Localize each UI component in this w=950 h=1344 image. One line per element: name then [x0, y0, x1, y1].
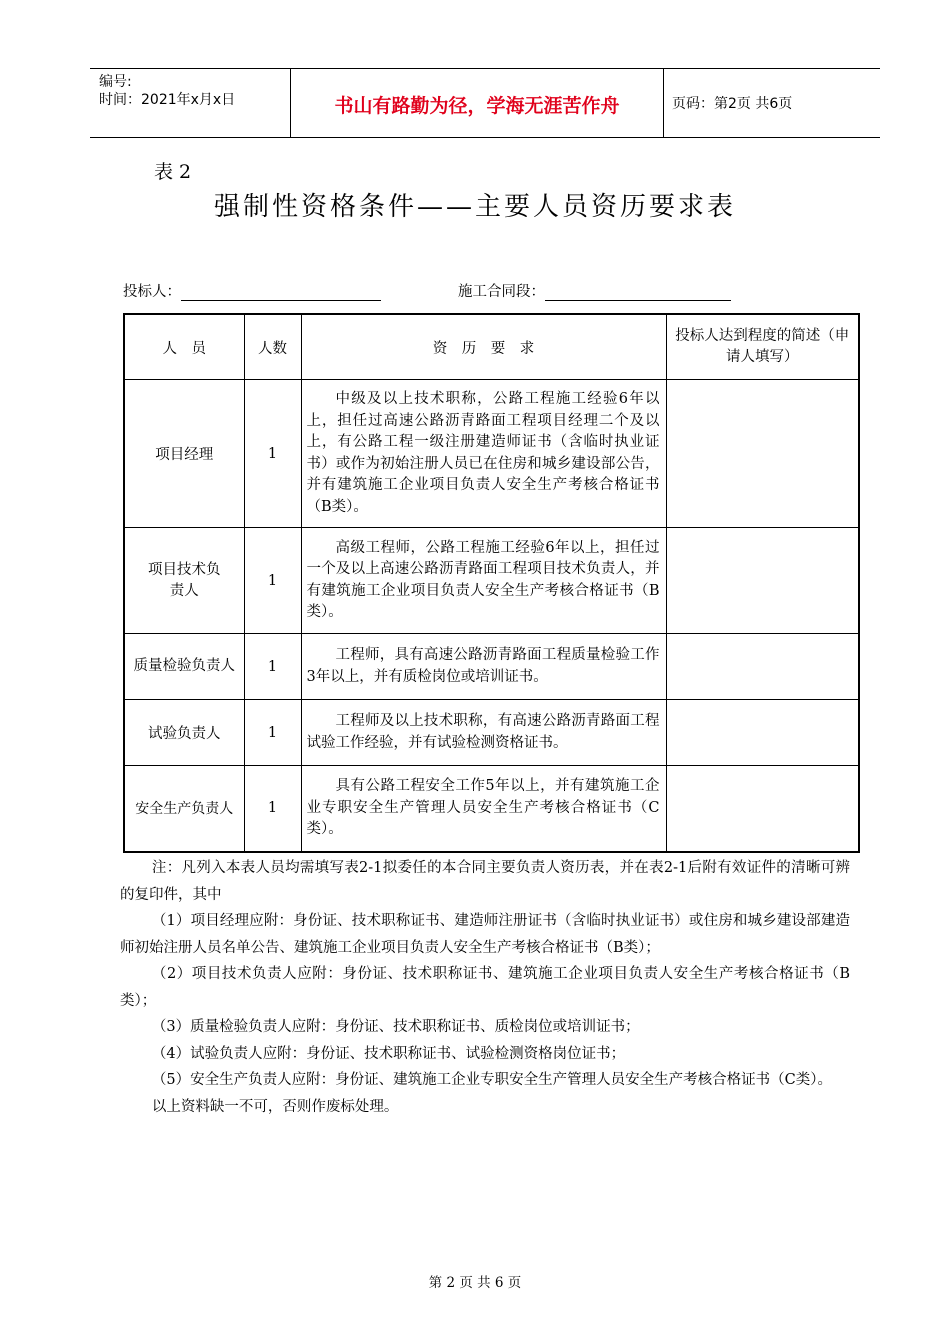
section-blank[interactable] — [545, 284, 731, 301]
requirement-cell — [301, 766, 666, 852]
header-requirement: 资 历 要 求 — [301, 314, 666, 380]
description-cell[interactable] — [666, 634, 859, 700]
description-cell[interactable] — [666, 766, 859, 852]
table-label: 表 2 — [154, 161, 192, 183]
motto: 书山有路勤为径，学海无涯苦作舟 — [334, 95, 620, 117]
requirement-cell — [301, 700, 666, 766]
person-cell: 安全生产负责人 — [124, 766, 244, 852]
requirement-cell — [301, 380, 666, 528]
note-item: （1）项目经理应附：身份证、技术职称证书、建造师注册证书（含临时执业证书）或住房和城乡建设部建造师初始注册人员名单公告、建筑施工企业项目负责人安全生产考核合格证书（B类）； — [120, 913, 850, 956]
note-item: （5）安全生产负责人应附：身份证、建筑施工企业专职安全生产管理人员安全生产考核合格证书（C类）。 — [151, 1072, 832, 1088]
note-item: （3）质量检验负责人应附：身份证、技术职称证书、质检岗位或培训证书； — [151, 1019, 640, 1035]
header-meta — [90, 69, 290, 137]
header-page-cell — [664, 69, 880, 137]
requirement-text: 高级工程师，公路工程施工经验6年以上，担任过一个及以上高速公路沥青路面工程项目技术负责人，并有建筑施工企业项目负责人安全生产考核合格证书（B类）。 — [306, 539, 660, 620]
count-cell: 1 — [244, 766, 301, 852]
count-cell: 1 — [244, 380, 301, 528]
time-label: 时间：2021年x月x日 — [99, 92, 236, 108]
page-footer: 第 2 页 共 6 页 — [428, 1275, 522, 1291]
table-header-row — [124, 314, 859, 380]
description-cell[interactable] — [666, 380, 859, 528]
description-cell[interactable] — [666, 700, 859, 766]
description-cell[interactable] — [666, 528, 859, 634]
person-cell: 项目技术负责人 — [124, 528, 244, 634]
requirements-table — [123, 313, 860, 853]
bidder-label: 投标人： — [123, 284, 181, 300]
table-row — [124, 380, 859, 528]
bidder-field — [123, 280, 381, 301]
notes-section — [120, 855, 850, 1120]
header-motto-cell — [290, 69, 664, 137]
note-item: （4）试验负责人应附：身份证、技术职称证书、试验检测资格岗位证书； — [151, 1045, 626, 1062]
page-info: 页码：第2页 共6页 — [672, 96, 793, 112]
note-closing: 以上资料缺一不可，否则作废标处理。 — [151, 1098, 399, 1115]
person-cell: 试验负责人 — [124, 700, 244, 766]
table-row — [124, 634, 859, 700]
table-row — [124, 766, 859, 852]
requirement-text: 工程师，具有高速公路沥青路面工程质量检验工作3年以上，并有质检岗位或培训证书。 — [306, 647, 660, 685]
requirement-text: 具有公路工程安全工作5年以上，并有建筑施工企业专职安全生产管理人员安全生产考核合格证书（C类）。 — [306, 778, 660, 837]
note-item: （2）项目技术负责人应附：身份证、技术职称证书、建筑施工企业项目负责人安全生产考核合格证书（B类）； — [120, 966, 850, 1009]
section-field — [458, 280, 731, 301]
note-intro: 注：凡列入本表人员均需填写表2-1拟委任的本合同主要负责人资历表，并在表2-1后附有效证件的清晰可辨的复印件，其中 — [120, 860, 850, 903]
page-title: 强制性资格条件——主要人员资历要求表 — [213, 192, 736, 222]
serial-label: 编号: — [99, 74, 132, 90]
section-label: 施工合同段： — [458, 284, 545, 300]
header-description: 投标人达到程度的简述（申请人填写） — [666, 314, 859, 380]
bidder-blank[interactable] — [181, 284, 381, 301]
person-cell: 质量检验负责人 — [124, 634, 244, 700]
person-cell: 项目经理 — [124, 380, 244, 528]
header-count: 人数 — [244, 314, 301, 380]
count-cell: 1 — [244, 528, 301, 634]
table-row — [124, 700, 859, 766]
count-cell: 1 — [244, 634, 301, 700]
page-header — [90, 68, 880, 138]
requirement-cell — [301, 528, 666, 634]
table-row — [124, 528, 859, 634]
requirement-text: 工程师及以上技术职称，有高速公路沥青路面工程试验工作经验，并有试验检测资格证书。 — [306, 713, 660, 751]
count-cell: 1 — [244, 700, 301, 766]
requirement-cell — [301, 634, 666, 700]
header-person: 人 员 — [124, 314, 244, 380]
requirement-text: 中级及以上技术职称，公路工程施工经验6年以上，担任过高速公路沥青路面工程项目经理二个及以上，有公路工程一级注册建造师证书（含临时执业证书）或作为初始注册人员已在住房和城乡建设部公告，并有建筑施工企业项目负责人安全生产考核合格证书（B类）。 — [306, 391, 660, 515]
